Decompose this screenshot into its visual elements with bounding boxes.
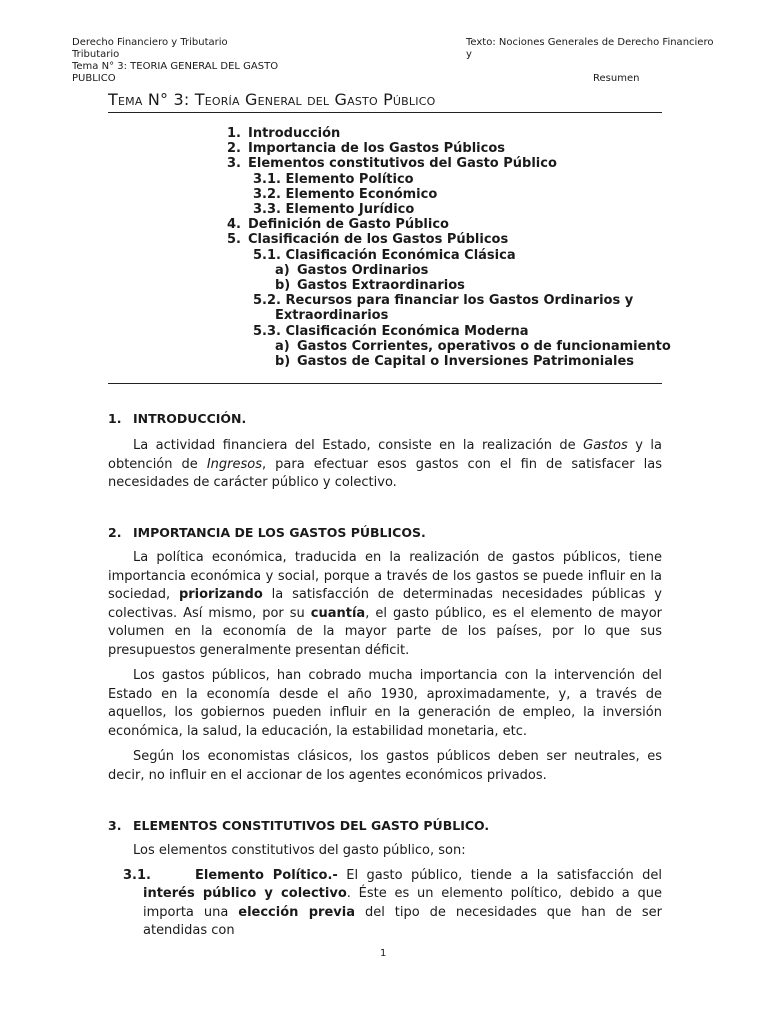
toc-subitem: 3.1. Elemento Político: [253, 171, 414, 187]
bold-text: interés público y colectivo: [143, 886, 347, 901]
page-title: Tema N° 3: Teoría General del Gasto Público: [108, 90, 662, 113]
paragraph: Según los economistas clásicos, los gastos públicos deben ser neutrales, es decir, no influir en el accionar de los agentes económicos privados.: [108, 749, 662, 783]
toc-number: 5.: [227, 232, 241, 248]
header-topic: Tema N° 3: TEORIA GENERAL DEL GASTO PUBLICO: [72, 61, 279, 84]
italic-text: Ingresos: [206, 456, 262, 472]
header-text-source: Texto: Nociones Generales de Derecho Financiero y: [466, 37, 714, 60]
toc-label: Clasificación de los Gastos Públicos: [248, 232, 509, 248]
toc-subsubitem: [227, 278, 667, 293]
paragraph: Los gastos públicos, han cobrado mucha importancia con la intervención del Estado en la economía desde el año 1930, aproximadamente, y, a través de aquellos, los gobiernos pueden influir en la generación de empleo, la inversión económica, la salud, la educación, la estabilidad monetaria, etc.: [108, 668, 662, 739]
text: del tipo de necesidades que han de ser atendidas con: [143, 904, 662, 938]
toc-label: Elementos constitutivos del Gasto Público: [248, 156, 557, 172]
text: La política económica, traducida en la realización de gastos públicos, tiene importancia económica y social, porque a través de los gastos se puede influir en la sociedad,: [108, 550, 662, 602]
header-summary: Resumen: [593, 73, 640, 84]
text: la satisfacción de determinadas necesidades públicas y colectivas. Así mismo, por su: [108, 587, 662, 621]
toc-item: [227, 217, 667, 232]
toc-label: Gastos Extraordinarios: [297, 278, 465, 294]
toc-subsubitem: [227, 263, 667, 278]
section-heading-text: ELEMENTOS CONSTITUTIVOS DEL GASTO PÚBLICO.: [133, 818, 490, 833]
page-number: 1: [380, 948, 387, 959]
subsection-paragraph: [108, 867, 662, 941]
toc-subitem: 3.2. Elemento Económico: [253, 186, 438, 202]
toc-number: 2.: [227, 141, 241, 157]
italic-text: Gastos: [583, 438, 628, 453]
paragraph: [108, 437, 662, 493]
section-heading: [108, 818, 662, 834]
section-number: 1.: [108, 411, 122, 426]
toc-item: [227, 141, 667, 156]
section-heading-text: IMPORTANCIA DE LOS GASTOS PÚBLICOS.: [133, 525, 426, 540]
divider: [108, 383, 662, 384]
toc-number: 4.: [227, 217, 241, 233]
toc-subitem: 5.3. Clasificación Económica Moderna: [253, 323, 529, 339]
toc-subsubitem: [227, 338, 671, 354]
text: , el gasto público, es el elemento de mayor volumen en la economía de la mayor parte de los países, por lo que sus presupuestos generalmente presentan déficit.: [108, 605, 662, 658]
text: , para efectuar esos gastos con el fin de satisfacer las necesidades de carácter público y colectivo.: [108, 456, 662, 490]
subsection-number: 3.1.: [123, 867, 151, 883]
toc-subitem: 5.1. Clasificación Económica Clásica: [253, 247, 516, 263]
bold-text: cuantía: [310, 605, 366, 621]
toc-label: Importancia de los Gastos Públicos: [248, 141, 505, 157]
bold-text: priorizando: [178, 587, 263, 602]
toc-label: Gastos Corrientes, operativos o de funcionamiento: [297, 338, 671, 354]
toc-number: 1.: [227, 126, 241, 141]
section-importancia: [108, 525, 662, 785]
section-number: 3.: [108, 818, 122, 833]
header-course: Derecho Financiero y Tributario: [72, 37, 228, 48]
toc-number: 3.: [227, 156, 241, 172]
text: y la obtención de: [108, 438, 662, 472]
toc-letter: b): [275, 354, 291, 370]
toc-item: [227, 126, 667, 141]
toc-subitem-continuation: Extraordinarios: [275, 308, 389, 324]
toc-subitem: 5.2. Recursos para financiar los Gastos Ordinarios y: [253, 293, 634, 309]
subsection-title: Elemento Político.-: [195, 867, 338, 883]
toc-label: Definición de Gasto Público: [248, 217, 449, 233]
toc-letter: a): [275, 262, 290, 278]
toc-label: Gastos de Capital o Inversiones Patrimoniales: [297, 354, 634, 370]
toc-item: [227, 156, 667, 171]
section-heading: [108, 411, 662, 427]
toc-letter: a): [275, 338, 290, 354]
section-number: 2.: [108, 525, 122, 540]
bold-text: elección previa: [238, 904, 355, 920]
toc-letter: b): [275, 278, 291, 294]
section-heading: [108, 525, 662, 541]
toc-subsubitem: [227, 354, 667, 369]
text: El gasto público, tiende a la satisfacción del: [337, 867, 663, 883]
header-left: [72, 37, 322, 85]
toc-subitem: 3.3. Elemento Jurídico: [253, 202, 415, 218]
section-elementos: [108, 818, 662, 941]
text: . Éste es un elemento político, debido a que importa una: [143, 886, 662, 920]
text: La actividad financiera del Estado, consiste en la realización de: [133, 438, 584, 453]
toc-item: [227, 232, 667, 247]
table-of-contents: [227, 126, 671, 370]
header-course-wrap: Tributario: [72, 49, 120, 60]
paragraph: Los elementos constitutivos del gasto público, son:: [133, 843, 466, 858]
header-right: [466, 37, 716, 85]
paragraph: [108, 549, 662, 660]
toc-label: Introducción: [248, 126, 341, 141]
toc-label: Gastos Ordinarios: [297, 262, 429, 278]
section-heading-text: INTRODUCCIÓN.: [133, 411, 247, 426]
section-introduccion: [108, 411, 662, 493]
